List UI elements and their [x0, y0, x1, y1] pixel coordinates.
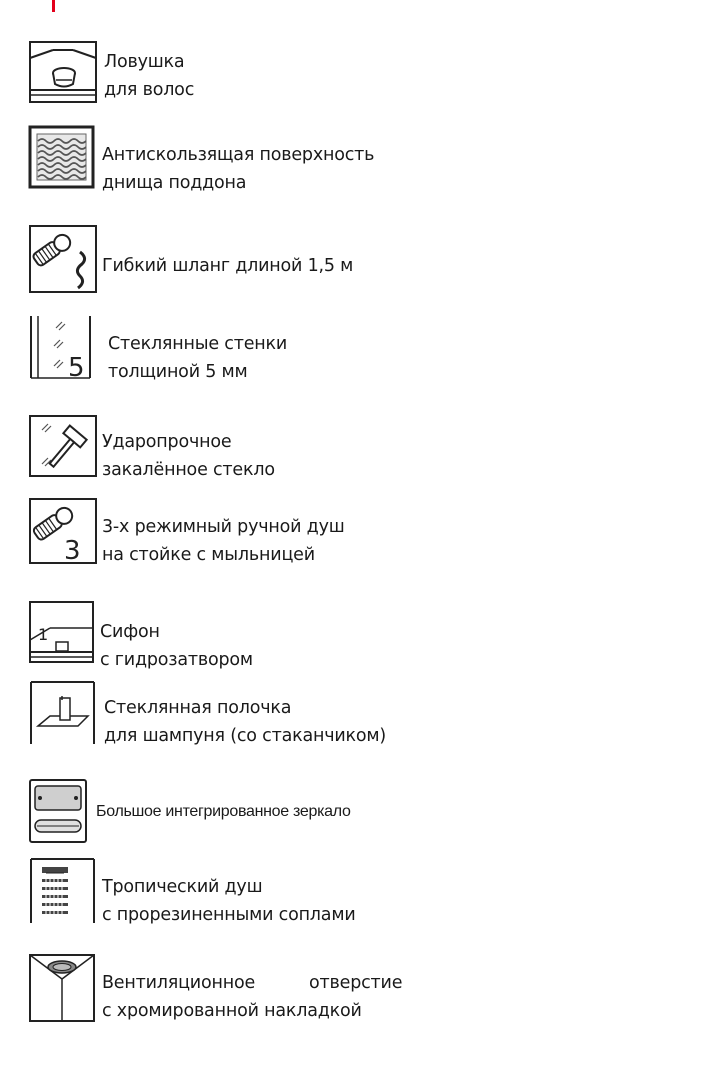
flexible-hose-icon	[28, 224, 98, 294]
feature-label: 3-х режимный ручной душ на стойке с мыльницей	[102, 517, 345, 565]
feature-label: Стеклянные стенки толщиной 5 мм	[108, 334, 288, 382]
feature-label: Гибкий шланг длиной 1,5 м	[102, 256, 354, 276]
mirror-icon	[28, 778, 90, 844]
glass-walls-5mm-icon	[28, 314, 96, 380]
svg-text:1: 1	[38, 625, 49, 644]
anti-slip-surface-icon	[28, 125, 96, 189]
feature-label: Антискользящая поверхность днища поддона	[102, 145, 375, 193]
feature-label: Вентиляционное отверстие с хромированной накладкой	[102, 973, 403, 1021]
feature-label: Ударопрочное закалённое стекло	[102, 432, 275, 480]
feature-label: Тропический душ с прорезиненными соплами	[102, 877, 356, 925]
feature-label: Большое интегрированное зеркало	[96, 803, 351, 820]
feature-label: Стеклянная полочка для шампуня (со стаканчиком)	[104, 698, 387, 746]
svg-text:5: 5	[68, 353, 85, 380]
hand-shower-3-mode-icon	[28, 497, 98, 565]
feature-label: Сифон с гидрозатвором	[100, 622, 253, 670]
siphon-icon	[28, 600, 96, 664]
svg-text:3: 3	[64, 536, 81, 565]
red-accent-mark	[52, 0, 55, 12]
tempered-glass-hammer-icon	[28, 414, 98, 478]
tropical-shower-icon	[28, 857, 96, 925]
hair-trap-icon	[28, 40, 98, 104]
ventilation-hole-icon	[28, 953, 98, 1023]
glass-shelf-icon	[28, 680, 98, 746]
feature-label: Ловушка для волос	[104, 52, 195, 100]
